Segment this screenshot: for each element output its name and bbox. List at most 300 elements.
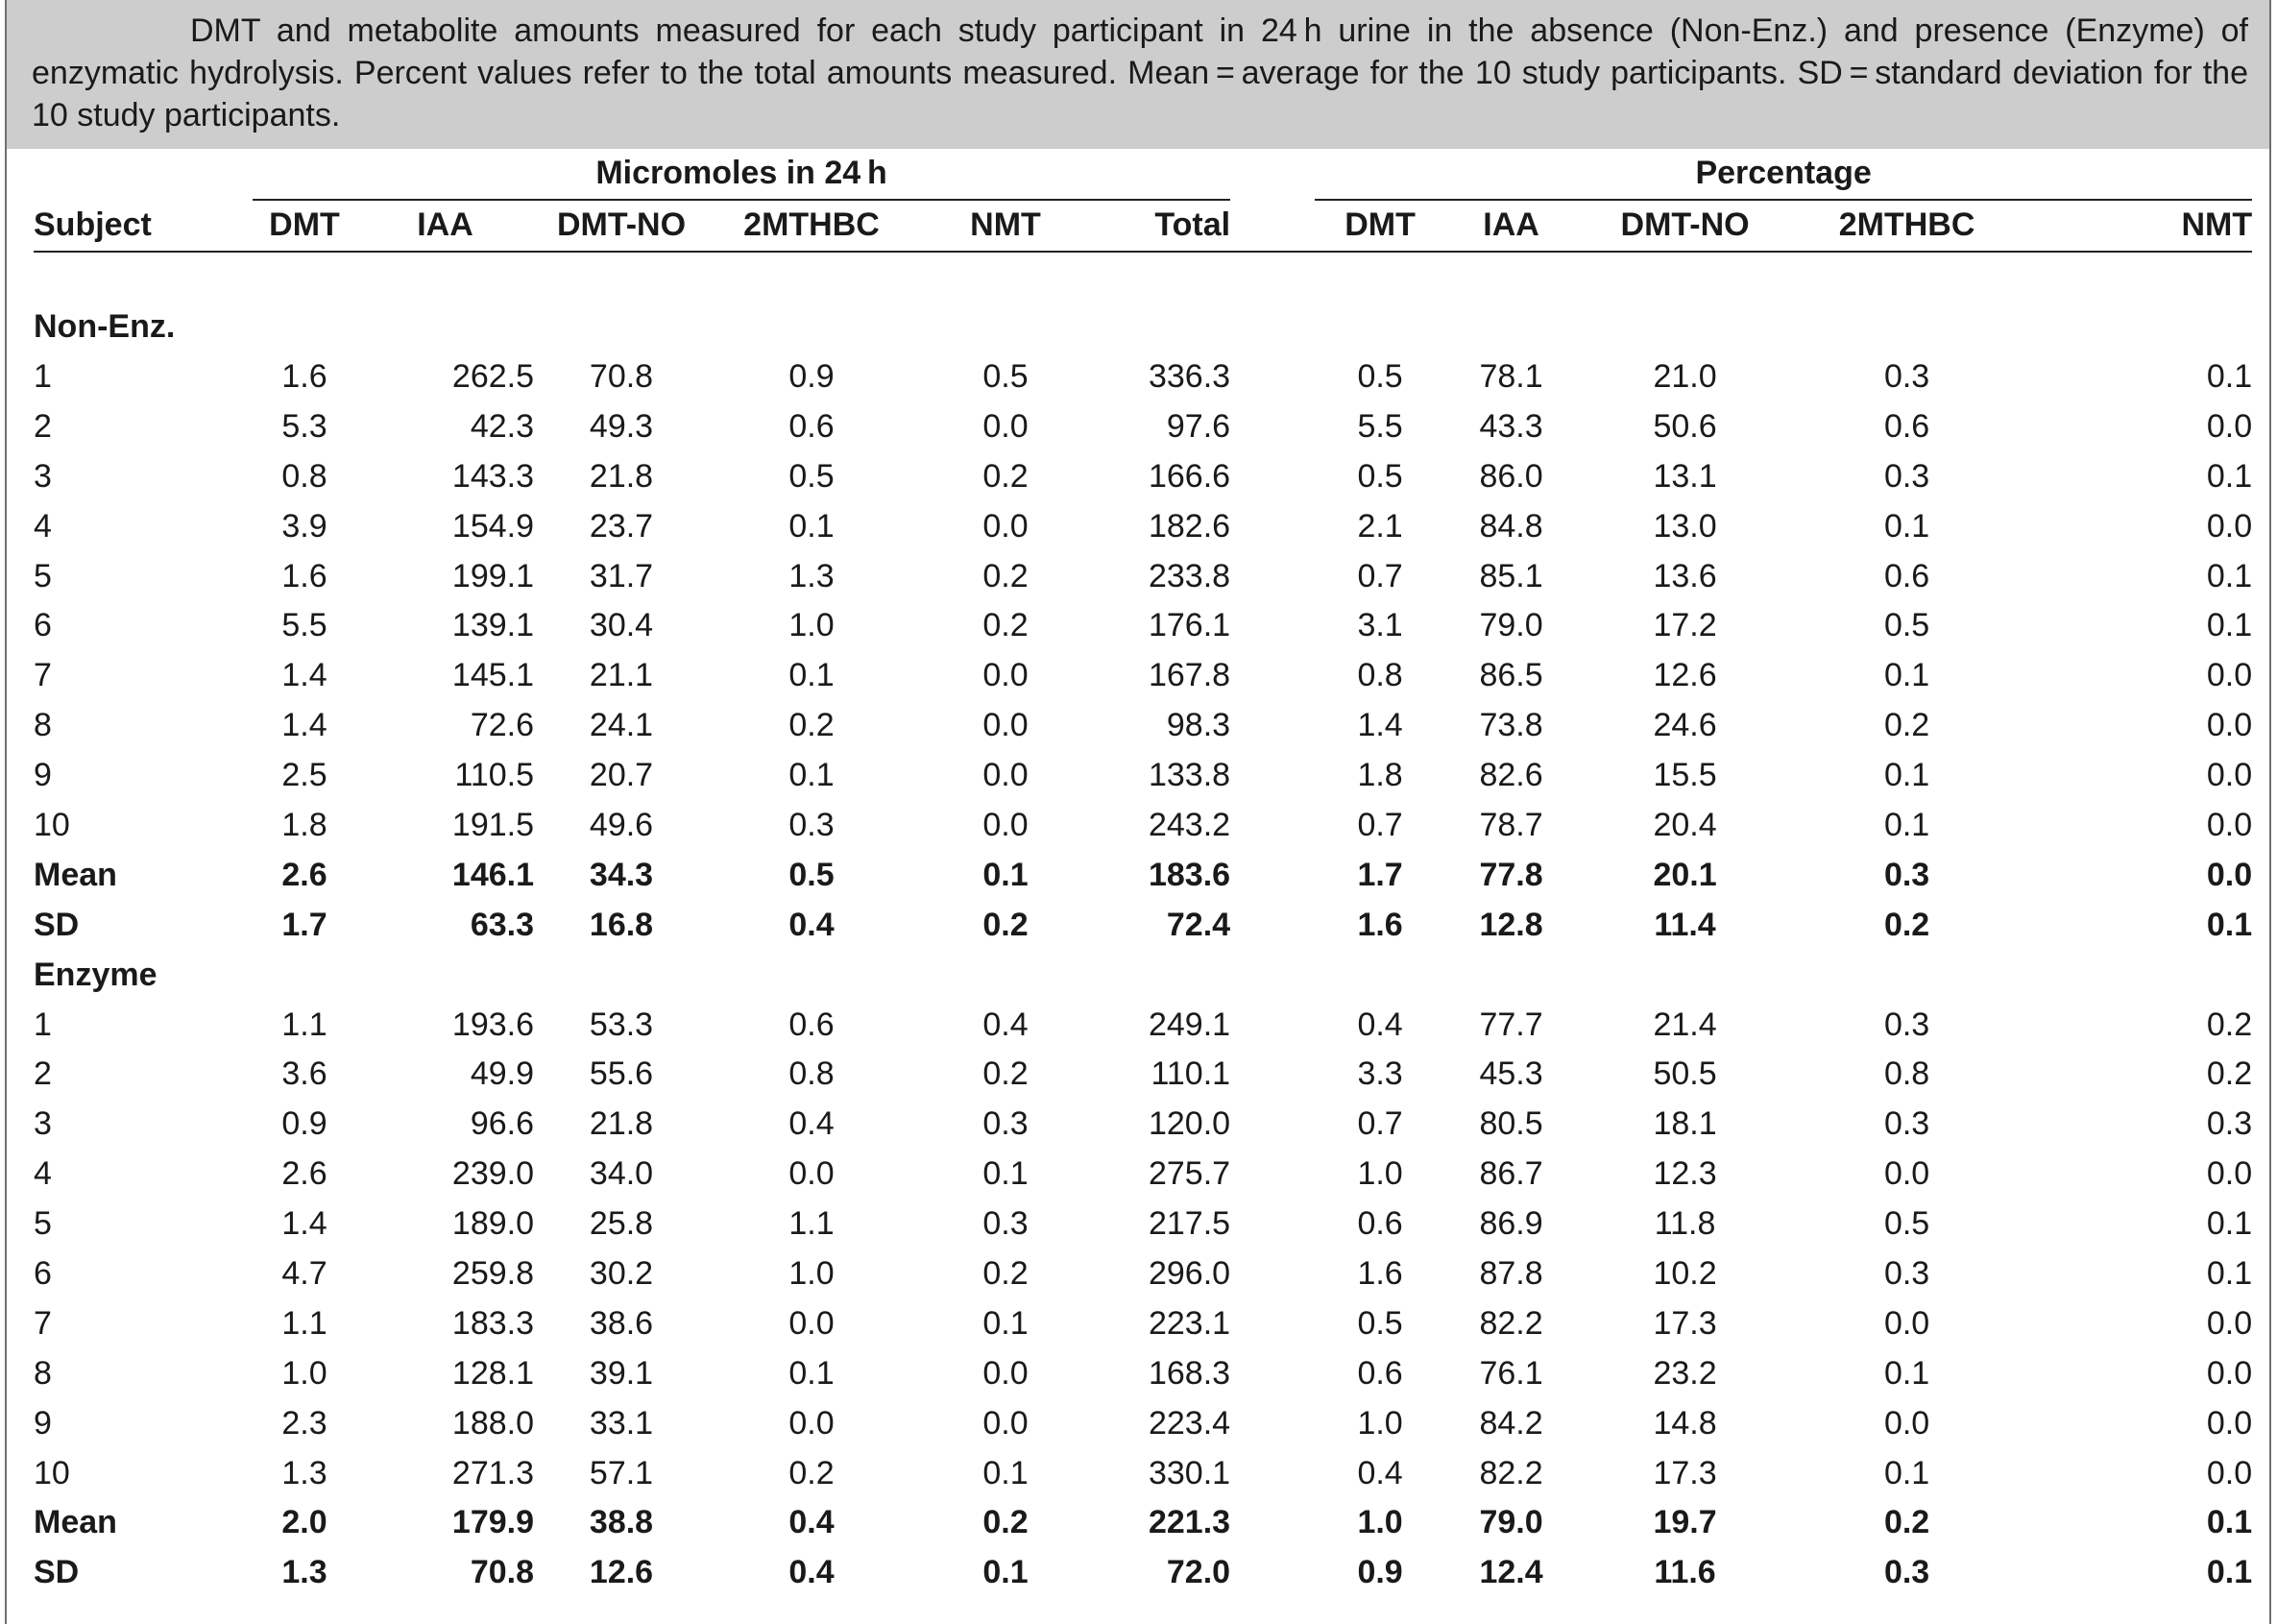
table-cell: 0.2 [788,707,835,744]
table-cell: 1.3 [281,1554,327,1591]
table-cell: 1.4 [281,1205,327,1243]
table-cell: 2.5 [281,757,327,794]
table-row [34,751,2252,801]
table-cell: 11.6 [1654,1554,1716,1591]
table-cell: 0.0 [982,757,1029,794]
table-cell: 14.8 [1653,1404,1717,1442]
table-row [34,551,2252,601]
table-cell: 0.1 [1883,657,1930,694]
table-cell: 0.1 [1883,1354,1930,1392]
table-cell: 1.7 [281,906,327,943]
table-cell: 0.2 [982,457,1029,495]
row-label: 7 [34,1304,52,1342]
table-frame [5,0,2271,1624]
table-cell: 217.5 [1148,1205,1231,1243]
table-cell: 0.4 [982,1006,1029,1043]
table-cell: 0.0 [982,507,1029,545]
table-cell: 1.0 [788,1255,835,1293]
table-cell: 1.1 [281,1006,327,1043]
row-label: 8 [34,1354,52,1392]
table-cell: 0.4 [788,1105,835,1143]
table-row [34,401,2252,451]
table-cell: 33.1 [589,1404,654,1442]
table-cell: 191.5 [451,807,534,844]
table-cell: 80.5 [1479,1105,1543,1143]
column-header: Total [1097,200,1230,252]
table-caption [7,0,2269,149]
table-cell: 0.2 [982,906,1029,943]
table-cell: 82.6 [1479,757,1543,794]
table-cell: 110.5 [454,757,534,794]
table-row [34,352,2252,402]
table-cell: 3.1 [1357,607,1403,644]
table-cell: 0.1 [788,1354,835,1392]
table-cell: 0.0 [982,707,1029,744]
column-header: 2MTHBC [709,200,914,252]
table-cell: 1.1 [281,1304,327,1342]
table-cell: 85.1 [1479,557,1543,594]
table-cell: 31.7 [589,557,654,594]
table-cell: 336.3 [1148,358,1231,395]
table-cell: 0.5 [1883,1205,1930,1243]
table-cell: 1.4 [281,657,327,694]
table-cell: 1.3 [281,1454,327,1491]
table-cell: 79.0 [1479,607,1543,644]
table-cell: 176.1 [1148,607,1231,644]
table-cell: 146.1 [451,856,534,893]
table-cell: 45.3 [1479,1055,1543,1093]
table-cell: 0.8 [1883,1055,1930,1093]
table-cell: 139.1 [451,607,534,644]
table-cell: 0.1 [982,1554,1029,1591]
section-header-row [34,950,2252,1000]
table-cell: 0.1 [1883,1454,1930,1491]
table-cell: 96.6 [470,1105,534,1143]
table-cell: 145.1 [451,657,534,694]
table-cell: 166.6 [1148,457,1231,495]
table-cell: 12.6 [589,1554,654,1591]
table-cell: 0.6 [1883,407,1930,445]
column-header-row [34,200,2252,252]
table-cell: 0.2 [2206,1055,2253,1093]
column-header: DMT [253,200,356,252]
table-cell: 0.3 [1883,1554,1930,1591]
table-cell: 49.3 [589,407,654,445]
row-label: SD [34,906,80,943]
table-cell: 17.3 [1653,1454,1717,1491]
table-cell: 4.7 [281,1255,327,1293]
table-cell: 11.8 [1654,1205,1716,1243]
table-cell: 0.3 [982,1205,1029,1243]
table-cell: 57.1 [589,1454,654,1491]
table-cell: 0.2 [788,1454,835,1491]
table-cell: 0.8 [281,457,327,495]
table-row [34,1348,2252,1398]
table-cell: 20.1 [1653,856,1717,893]
table-row [34,1298,2252,1348]
table-cell: 0.0 [982,407,1029,445]
table-cell: 1.1 [788,1205,835,1243]
table-cell: 120.0 [1148,1105,1231,1143]
table-cell: 0.1 [2206,358,2253,395]
table-cell: 183.3 [451,1304,534,1342]
table-cell: 1.6 [281,557,327,594]
table-cell: 0.0 [2206,1454,2253,1491]
row-label: 6 [34,1255,52,1293]
row-label: 9 [34,1404,52,1442]
table-cell: 30.4 [589,607,654,644]
table-cell: 0.1 [2206,906,2253,943]
table-cell: 0.0 [982,807,1029,844]
table-cell: 0.3 [1883,856,1930,893]
table-cell: 0.9 [788,358,835,395]
table-cell: 0.0 [982,1354,1029,1392]
table-cell: 16.8 [589,906,654,943]
mean-row [34,850,2252,900]
table-cell: 19.7 [1653,1504,1717,1541]
table-cell: 1.6 [281,358,327,395]
table-cell: 271.3 [451,1454,534,1491]
table-cell: 0.4 [1357,1454,1403,1491]
table-cell: 5.5 [1357,407,1403,445]
table-cell: 78.7 [1479,807,1543,844]
mean-row [34,1498,2252,1548]
table-cell: 0.6 [788,1006,835,1043]
table-cell: 199.1 [451,557,534,594]
table-row [34,451,2252,501]
table-cell: 0.3 [1883,457,1930,495]
table-cell: 97.6 [1166,407,1231,445]
table-cell: 1.6 [1357,1255,1403,1293]
table-cell: 86.0 [1479,457,1543,495]
table-row [34,701,2252,751]
table-cell: 0.0 [788,1304,835,1342]
table-cell: 78.1 [1479,358,1543,395]
table-cell: 2.6 [281,1155,327,1193]
table-cell: 0.1 [2206,1554,2253,1591]
table-cell: 1.4 [1357,707,1403,744]
table-cell: 110.1 [1151,1055,1231,1093]
table-row [34,801,2252,851]
table-cell: 0.6 [1357,1354,1403,1392]
table-cell: 0.2 [1883,1504,1930,1541]
table-cell: 63.3 [470,906,534,943]
table-cell: 12.6 [1653,657,1717,694]
table-cell: 1.0 [281,1354,327,1392]
table-cell: 87.8 [1479,1255,1543,1293]
table-cell: 0.5 [1357,1304,1403,1342]
table-cell: 1.0 [1357,1504,1403,1541]
table-cell: 0.0 [2206,407,2253,445]
sd-row [34,1548,2252,1598]
table-cell: 233.8 [1148,557,1231,594]
table-cell: 133.8 [1148,757,1231,794]
table-cell: 0.0 [982,657,1029,694]
table-cell: 12.4 [1479,1554,1543,1591]
table-cell: 223.1 [1148,1304,1231,1342]
row-label: 4 [34,1155,52,1193]
column-header: DMT [1315,200,1445,252]
section-label: Enzyme [34,956,157,993]
table-cell: 275.7 [1148,1155,1231,1193]
table-cell: 21.8 [589,1105,654,1143]
table-cell: 13.0 [1653,507,1717,545]
table-cell: 0.2 [982,1504,1029,1541]
table-cell: 23.2 [1653,1354,1717,1392]
table-cell: 17.3 [1653,1304,1717,1342]
table-cell: 5.5 [281,607,327,644]
table-cell: 0.0 [1883,1155,1930,1193]
table-cell: 38.6 [589,1304,654,1342]
table-cell: 0.5 [788,457,835,495]
table-cell: 0.6 [788,407,835,445]
table-cell: 0.0 [2206,1155,2253,1193]
table-cell: 20.7 [589,757,654,794]
table-cell: 84.2 [1479,1404,1543,1442]
row-label: 5 [34,557,52,594]
table-cell: 0.2 [2206,1006,2253,1043]
row-label: 9 [34,757,52,794]
table-cell: 259.8 [451,1255,534,1293]
table-cell: 0.0 [2206,657,2253,694]
table-cell: 0.5 [788,856,835,893]
table-cell: 0.0 [788,1155,835,1193]
table-row [34,1249,2252,1299]
table-cell: 0.0 [2206,856,2253,893]
table-cell: 70.8 [589,358,654,395]
column-header: NMT [914,200,1097,252]
table-cell: 0.1 [2206,457,2253,495]
table-cell: 34.0 [589,1155,654,1193]
table-cell: 0.5 [1357,457,1403,495]
table-cell: 0.3 [1883,1006,1930,1043]
column-header: DMT-NO [534,200,709,252]
table-cell: 0.1 [2206,1504,2253,1541]
table-cell: 2.1 [1357,507,1403,545]
table-cell: 1.4 [281,707,327,744]
table-cell: 128.1 [451,1354,534,1392]
table-cell: 0.3 [1883,358,1930,395]
table-row [34,501,2252,551]
table-cell: 79.0 [1479,1504,1543,1541]
row-label: 10 [34,1454,70,1491]
table-cell: 0.4 [788,1554,835,1591]
table-cell: 24.1 [589,707,654,744]
table-cell: 25.8 [589,1205,654,1243]
table-cell: 0.0 [788,1404,835,1442]
table-cell: 0.1 [1883,507,1930,545]
table-cell: 21.0 [1653,358,1717,395]
table-cell: 183.6 [1148,856,1231,893]
table-cell: 5.3 [281,407,327,445]
table-cell: 3.9 [281,507,327,545]
table-cell: 0.8 [1357,657,1403,694]
table-row [34,1050,2252,1100]
table-cell: 243.2 [1148,807,1231,844]
table-cell: 249.1 [1148,1006,1231,1043]
table-cell: 0.5 [982,358,1029,395]
table-cell: 10.2 [1653,1255,1717,1293]
caption-text: DMT and metabolite amounts measured for each study participant in 24 h urine in the absence (Non-Enz.) and presence (Enzyme) of enzymatic hydrolysis. Percent values refer to the total amounts measured. Mean = average for the 10 study participants. SD = standard deviation for the 10 study participants. [32,12,2248,133]
table-cell: 0.2 [982,557,1029,594]
table-cell: 2.3 [281,1404,327,1442]
table-cell: 0.0 [1883,1404,1930,1442]
column-header: DMT-NO [1577,200,1793,252]
table-cell: 21.4 [1653,1006,1717,1043]
table-cell: 84.8 [1479,507,1543,545]
row-label: 4 [34,507,52,545]
table-cell: 0.1 [788,507,835,545]
row-label: 7 [34,657,52,694]
table-cell: 0.1 [1883,757,1930,794]
group-header-percentage: Percentage [1315,149,2252,200]
table-cell: 0.1 [982,1304,1029,1342]
table-cell: 86.9 [1479,1205,1543,1243]
row-label: 1 [34,1006,52,1043]
table-cell: 0.1 [982,1454,1029,1491]
table-cell: 0.8 [788,1055,835,1093]
table-cell: 23.7 [589,507,654,545]
table-cell: 0.9 [281,1105,327,1143]
table-cell: 86.5 [1479,657,1543,694]
table-cell: 12.8 [1479,906,1543,943]
table-cell: 1.0 [788,607,835,644]
table-row [34,1448,2252,1498]
table-cell: 24.6 [1653,707,1717,744]
table-cell: 0.0 [982,1404,1029,1442]
table-cell: 77.8 [1479,856,1543,893]
row-label: SD [34,1554,80,1591]
table-cell: 154.9 [451,507,534,545]
table-cell: 0.4 [788,1504,835,1541]
table-cell: 39.1 [589,1354,654,1392]
table-row [34,1398,2252,1448]
table-cell: 42.3 [470,407,534,445]
table-cell: 0.7 [1357,557,1403,594]
table-cell: 0.5 [1883,607,1930,644]
table-cell: 188.0 [451,1404,534,1442]
table-cell: 77.7 [1479,1006,1543,1043]
table-cell: 0.1 [2206,557,2253,594]
table-cell: 1.0 [1357,1155,1403,1193]
table-cell: 0.4 [788,906,835,943]
table-cell: 21.1 [589,657,654,694]
table-cell: 49.6 [589,807,654,844]
table-cell: 49.9 [470,1055,534,1093]
table-cell: 82.2 [1479,1454,1543,1491]
table-cell: 2.0 [281,1504,327,1541]
table-row [34,1150,2252,1200]
table-cell: 72.6 [470,707,534,744]
table-cell: 0.7 [1357,1105,1403,1143]
table-cell: 0.7 [1357,807,1403,844]
table-cell: 72.0 [1166,1554,1231,1591]
table-cell: 0.0 [2206,1304,2253,1342]
table-cell: 50.6 [1653,407,1717,445]
table-cell: 0.9 [1357,1554,1403,1591]
table-cell: 1.0 [1357,1404,1403,1442]
table-cell: 0.3 [1883,1105,1930,1143]
table-cell: 1.6 [1357,906,1403,943]
table-cell: 98.3 [1166,707,1231,744]
table-cell: 0.0 [2206,757,2253,794]
row-label: 6 [34,607,52,644]
table-cell: 0.3 [982,1105,1029,1143]
row-label: 1 [34,358,52,395]
table-cell: 38.8 [589,1504,654,1541]
table-cell: 221.3 [1148,1504,1231,1541]
row-label: Mean [34,856,117,893]
table-cell: 0.1 [788,657,835,694]
column-header: Subject [34,200,253,252]
table-cell: 0.1 [788,757,835,794]
table-cell: 0.0 [2206,707,2253,744]
table-cell: 1.7 [1357,856,1403,893]
table-cell: 1.8 [281,807,327,844]
table-cell: 330.1 [1148,1454,1231,1491]
table-cell: 13.6 [1653,557,1717,594]
table-cell: 43.3 [1479,407,1543,445]
table-cell: 0.2 [982,1255,1029,1293]
table-cell: 0.2 [1883,707,1930,744]
table-cell: 11.4 [1654,906,1716,943]
table-cell: 53.3 [589,1006,654,1043]
table-cell: 296.0 [1148,1255,1231,1293]
table-cell: 72.4 [1166,906,1231,943]
table-cell: 223.4 [1148,1404,1231,1442]
table-cell: 0.1 [1883,807,1930,844]
table-cell: 0.0 [2206,507,2253,545]
table-cell: 3.6 [281,1055,327,1093]
table-cell: 73.8 [1479,707,1543,744]
column-header: IAA [356,200,534,252]
table-cell: 21.8 [589,457,654,495]
table-cell: 17.2 [1653,607,1717,644]
row-label: 10 [34,807,70,844]
table-cell: 189.0 [451,1205,534,1243]
table-cell: 0.0 [2206,807,2253,844]
table-cell: 0.2 [982,1055,1029,1093]
table-cell: 262.5 [451,358,534,395]
section-label: Non-Enz. [34,308,176,346]
row-label: Mean [34,1504,117,1541]
table-cell: 86.7 [1479,1155,1543,1193]
table-cell: 76.1 [1479,1354,1543,1392]
table-cell: 0.1 [982,856,1029,893]
table-row [34,1000,2252,1050]
row-label: 5 [34,1205,52,1243]
table-cell: 15.5 [1653,757,1717,794]
table-row [34,1100,2252,1150]
table-cell: 0.3 [788,807,835,844]
table-cell: 34.3 [589,856,654,893]
row-label: 3 [34,1105,52,1143]
table-cell: 70.8 [470,1554,534,1591]
table-cell: 50.5 [1653,1055,1717,1093]
table-cell: 3.3 [1357,1055,1403,1093]
table-cell: 0.5 [1357,358,1403,395]
table-cell: 2.6 [281,856,327,893]
table-cell: 0.6 [1357,1205,1403,1243]
table-cell: 0.0 [2206,1404,2253,1442]
table-cell: 143.3 [451,457,534,495]
sd-row [34,900,2252,950]
table-cell: 0.3 [1883,1255,1930,1293]
table-row [34,601,2252,651]
table-cell: 168.3 [1148,1354,1231,1392]
table-cell: 0.0 [1883,1304,1930,1342]
table-row [34,651,2252,701]
